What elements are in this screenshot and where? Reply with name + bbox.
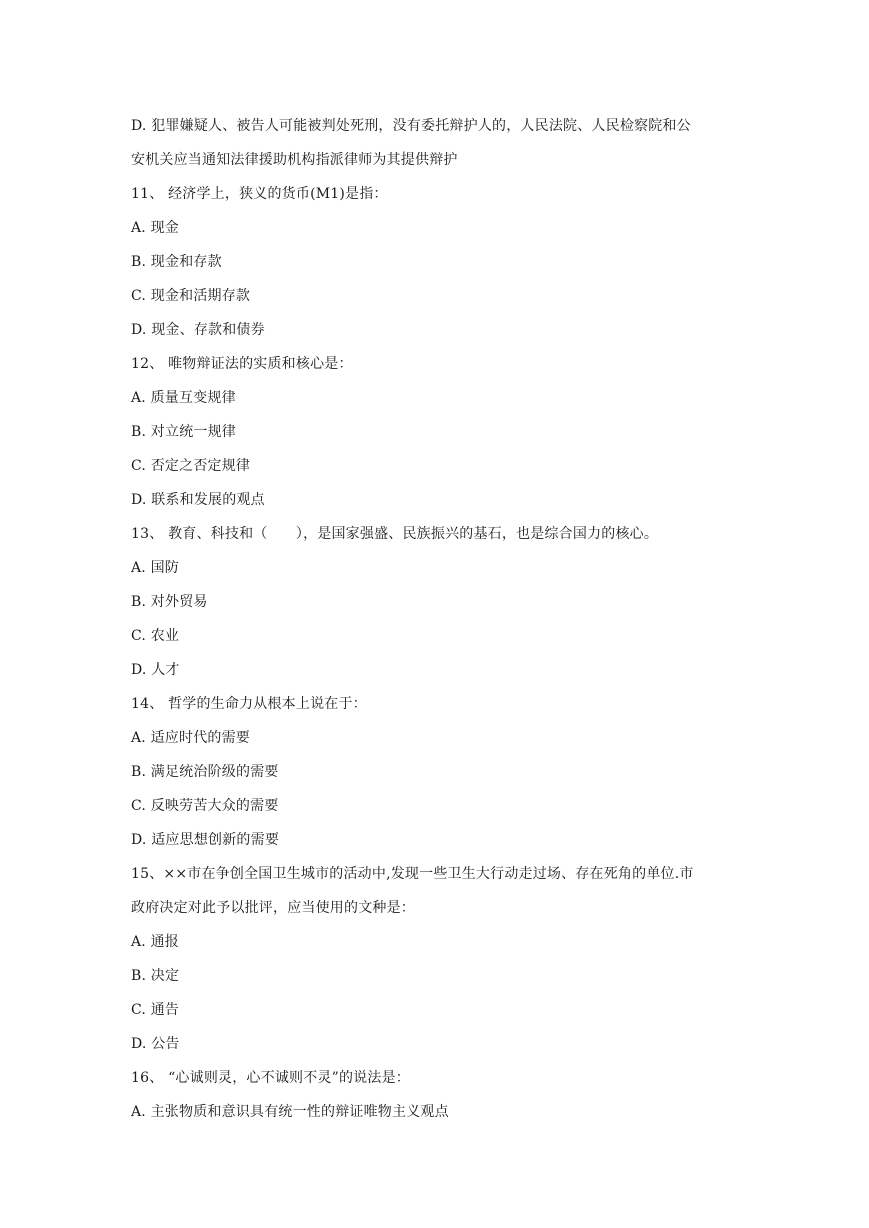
option-line: C. 农业 <box>131 628 180 644</box>
option-line: A. 主张物质和意识具有统一性的辩证唯物主义观点 <box>131 1104 449 1120</box>
option-line: A. 适应时代的需要 <box>131 730 251 746</box>
option-line-continuation: 安机关应当通知法律援助机构指派律师为其提供辩护 <box>131 152 458 168</box>
question-line: 12、 唯物辩证法的实质和核心是： <box>131 356 353 372</box>
question-line: 13、 教育、科技和（ ），是国家强盛、民族振兴的基石，也是综合国力的核心。 <box>131 526 659 542</box>
option-line: D. 联系和发展的观点 <box>131 492 265 508</box>
option-line: C. 否定之否定规律 <box>131 458 251 474</box>
option-line: D. 适应思想创新的需要 <box>131 832 280 848</box>
option-line: D. 犯罪嫌疑人、被告人可能被判处死刑，没有委托辩护人的，人民法院、人民检察院和公 <box>131 118 691 134</box>
question-line-continuation: 政府决定对此予以批评，应当使用的文种是： <box>131 900 415 916</box>
option-line: D. 现金、存款和债券 <box>131 322 265 338</box>
option-line: C. 反映劳苦大众的需要 <box>131 798 279 814</box>
option-line: B. 对外贸易 <box>131 594 208 610</box>
option-line: B. 决定 <box>131 968 180 984</box>
question-line: 11、 经济学上，狭义的货币(M1)是指： <box>131 186 388 202</box>
option-line: A. 现金 <box>131 220 180 236</box>
question-line: 16、 “心诚则灵，心不诚则不灵”的说法是： <box>131 1070 410 1086</box>
question-line: 14、 哲学的生命力从根本上说在于： <box>131 696 367 712</box>
document-body <box>131 109 751 1129</box>
option-line: A. 通报 <box>131 934 180 950</box>
option-line: C. 通告 <box>131 1002 180 1018</box>
question-line: 15、××市在争创全国卫生城市的活动中,发现一些卫生大行动走过场、存在死角的单位.市 <box>131 866 694 882</box>
option-line: B. 对立统一规律 <box>131 424 236 440</box>
option-line: A. 国防 <box>131 560 180 576</box>
option-line: C. 现金和活期存款 <box>131 288 251 304</box>
option-line: B. 现金和存款 <box>131 254 222 270</box>
option-line: D. 公告 <box>131 1036 180 1052</box>
option-line: B. 满足统治阶级的需要 <box>131 764 279 780</box>
option-line: A. 质量互变规律 <box>131 390 236 406</box>
option-line: D. 人才 <box>131 662 180 678</box>
